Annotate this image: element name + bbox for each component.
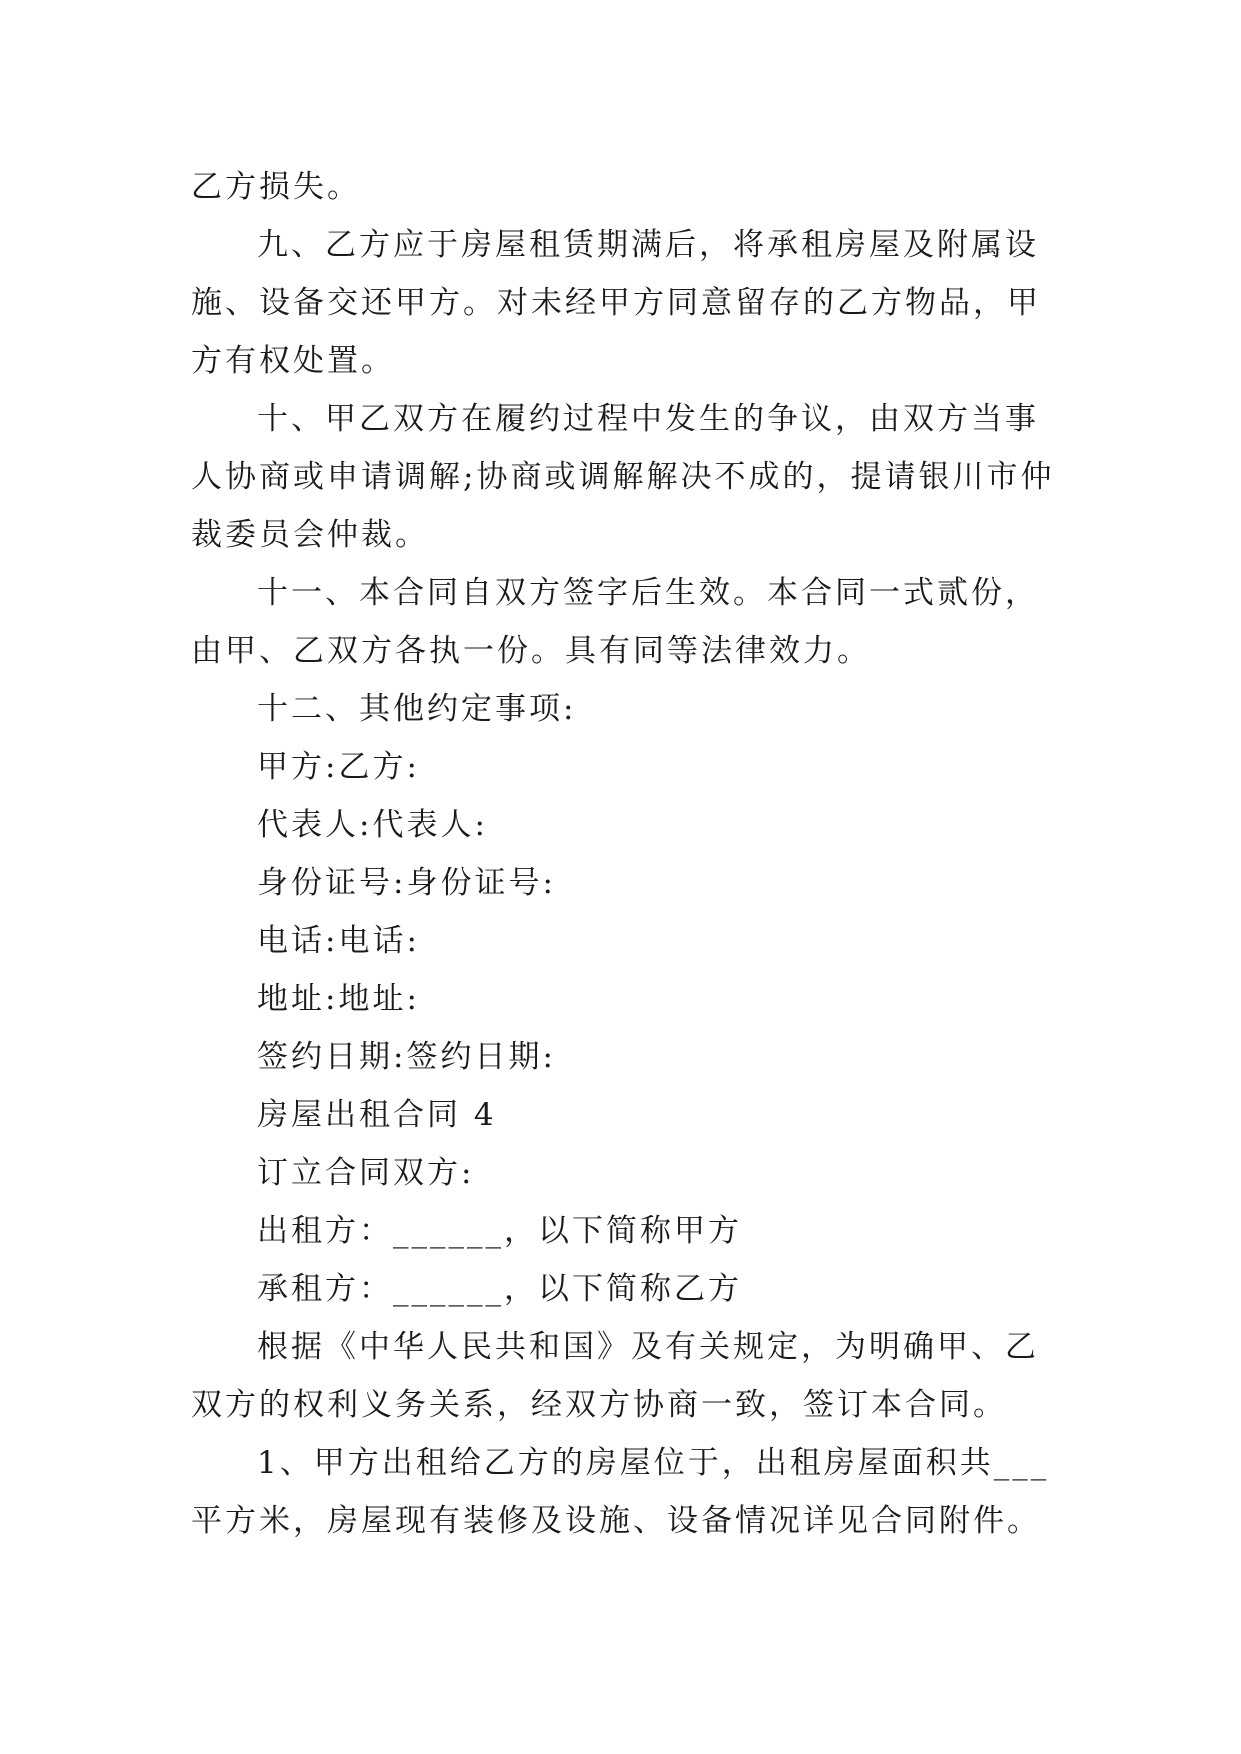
paragraph: 根据《中华人民共和国》及有关规定，为明确甲、乙双方的权利义务关系，经双方协商一致，签订本合同。 — [191, 1329, 1039, 1423]
paragraph: 乙方损失。 — [191, 169, 361, 205]
signature-line: 甲方:乙方: — [257, 749, 420, 785]
signature-line: 代表人:代表人: — [257, 807, 488, 843]
signature-line: 电话:电话: — [257, 923, 420, 959]
paragraph: 九、乙方应于房屋租赁期满后，将承租房屋及附属设施、设备交还甲方。对未经甲方同意留存的乙方物品，甲方有权处置。 — [191, 227, 1041, 379]
paragraph: 1、甲方出租给乙方的房屋位于，出租房屋面积共___平方米，房屋现有装修及设施、设备情况详见合同附件。 — [191, 1445, 1050, 1539]
party-line: 承租方：______，以下简称乙方 — [257, 1271, 742, 1307]
party-line: 出租方：______，以下简称甲方 — [257, 1213, 742, 1249]
signature-line: 身份证号:身份证号: — [257, 865, 556, 901]
paragraph: 十、甲乙双方在履约过程中发生的争议，由双方当事人协商或申请调解;协商或调解解决不成的，提请银川市仲裁委员会仲裁。 — [191, 401, 1055, 553]
signature-line: 地址:地址: — [257, 981, 420, 1017]
paragraph: 十一、本合同自双方签字后生效。本合同一式贰份，由甲、乙双方各执一份。具有同等法律效力。 — [191, 575, 1039, 669]
section-title: 房屋出租合同 4 — [257, 1097, 497, 1133]
signature-line: 签约日期:签约日期: — [257, 1039, 556, 1075]
paragraph: 十二、其他约定事项: — [257, 691, 577, 727]
document-body — [191, 158, 1061, 1550]
paragraph: 订立合同双方: — [257, 1155, 475, 1191]
